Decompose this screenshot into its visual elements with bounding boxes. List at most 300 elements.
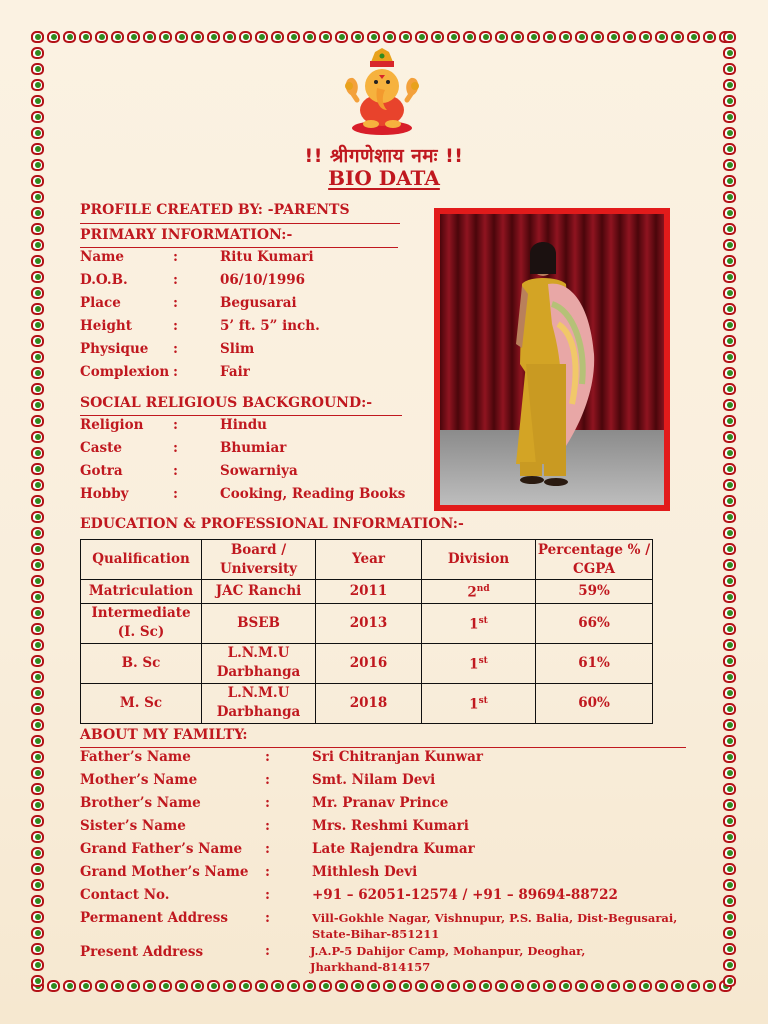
flower-motif-icon — [722, 973, 738, 989]
flower-motif-icon — [238, 978, 254, 994]
primary-info-heading: PRIMARY INFORMATION:- — [80, 227, 293, 243]
flower-motif-icon — [30, 605, 46, 621]
row-separator: : — [173, 318, 178, 334]
row-separator: : — [173, 417, 178, 433]
flower-motif-icon — [174, 29, 190, 45]
flower-motif-icon — [722, 685, 738, 701]
cell-qualification: Matriculation — [81, 580, 202, 604]
address-line-1: Vill-Gokhle Nagar, Vishnupur, P.S. Balia, Dist-Begusarai, — [312, 911, 678, 925]
flower-motif-icon — [478, 978, 494, 994]
row-value: 06/10/1996 — [220, 272, 306, 288]
flower-motif-icon — [574, 29, 590, 45]
cell-board: L.N.M.U Darbhanga — [202, 683, 316, 723]
flower-motif-icon — [722, 413, 738, 429]
flower-motif-icon — [722, 925, 738, 941]
row-label: Present Address — [80, 944, 204, 960]
row-separator: : — [173, 486, 178, 502]
flower-motif-icon — [574, 978, 590, 994]
flower-motif-icon — [654, 29, 670, 45]
flower-motif-icon — [638, 29, 654, 45]
flower-motif-icon — [30, 189, 46, 205]
flower-motif-icon — [302, 978, 318, 994]
flower-motif-icon — [30, 525, 46, 541]
flower-motif-icon — [722, 637, 738, 653]
flower-motif-icon — [30, 509, 46, 525]
division-value: 1 — [469, 616, 479, 633]
address-line-2: Jharkhand-814157 — [310, 960, 431, 974]
flower-motif-icon — [78, 29, 94, 45]
division-value: 2 — [467, 584, 477, 601]
row-separator: : — [173, 272, 178, 288]
flower-motif-icon — [158, 978, 174, 994]
flower-motif-icon — [722, 557, 738, 573]
column-header: Division — [422, 540, 536, 580]
row-separator: : — [265, 749, 270, 765]
decorative-border-top — [30, 29, 738, 45]
row-value: Cooking, Reading Books — [220, 486, 406, 502]
flower-motif-icon — [30, 717, 46, 733]
row-label: Permanent Address — [80, 910, 228, 926]
flower-motif-icon — [222, 29, 238, 45]
flower-motif-icon — [318, 29, 334, 45]
division-suffix: st — [478, 695, 488, 706]
row-value: Late Rajendra Kumar — [312, 841, 475, 857]
flower-motif-icon — [702, 29, 718, 45]
flower-motif-icon — [30, 301, 46, 317]
flower-motif-icon — [30, 429, 46, 445]
cell-division — [422, 643, 536, 683]
flower-motif-icon — [722, 477, 738, 493]
column-header: Percentage % / CGPA — [536, 540, 653, 580]
column-header: Qualification — [81, 540, 202, 580]
division-value: 1 — [469, 696, 479, 713]
flower-motif-icon — [190, 978, 206, 994]
flower-motif-icon — [158, 29, 174, 45]
cell-board: JAC Ranchi — [202, 580, 316, 604]
cell-division — [422, 580, 536, 604]
row-separator: : — [265, 943, 270, 959]
flower-motif-icon — [30, 461, 46, 477]
flower-motif-icon — [126, 29, 142, 45]
flower-motif-icon — [722, 845, 738, 861]
flower-motif-icon — [722, 701, 738, 717]
table-row — [81, 580, 653, 604]
table-row — [81, 643, 653, 683]
row-label: Religion — [80, 417, 144, 433]
flower-motif-icon — [722, 573, 738, 589]
row-separator: : — [173, 463, 178, 479]
flower-motif-icon — [702, 978, 718, 994]
flower-motif-icon — [30, 685, 46, 701]
flower-motif-icon — [30, 877, 46, 893]
table-row — [81, 683, 653, 723]
family-row — [80, 887, 700, 905]
flower-motif-icon — [30, 77, 46, 93]
row-label: Gotra — [80, 463, 123, 479]
flower-motif-icon — [94, 978, 110, 994]
row-separator: : — [173, 364, 178, 380]
flower-motif-icon — [542, 29, 558, 45]
flower-motif-icon — [722, 813, 738, 829]
flower-motif-icon — [722, 189, 738, 205]
contact-number: +91 – 62051-12574 / +91 – 89694-88722 — [312, 887, 618, 903]
flower-motif-icon — [190, 29, 206, 45]
flower-motif-icon — [30, 557, 46, 573]
address-line-1: J.A.P-5 Dahijor Camp, Mohanpur, Deoghar, — [310, 944, 586, 958]
row-label: Mother’s Name — [80, 772, 198, 788]
flower-motif-icon — [430, 29, 446, 45]
education-heading: EDUCATION & PROFESSIONAL INFORMATION:- — [80, 516, 464, 532]
flower-motif-icon — [366, 978, 382, 994]
flower-motif-icon — [238, 29, 254, 45]
flower-motif-icon — [302, 29, 318, 45]
flower-motif-icon — [270, 978, 286, 994]
flower-motif-icon — [722, 653, 738, 669]
flower-motif-icon — [722, 733, 738, 749]
row-separator: : — [265, 887, 270, 903]
divider — [80, 747, 686, 748]
flower-motif-icon — [510, 978, 526, 994]
flower-motif-icon — [30, 365, 46, 381]
flower-motif-icon — [722, 461, 738, 477]
flower-motif-icon — [30, 893, 46, 909]
family-row — [80, 795, 700, 813]
flower-motif-icon — [722, 29, 738, 45]
row-label: Name — [80, 249, 124, 265]
flower-motif-icon — [722, 589, 738, 605]
flower-motif-icon — [30, 541, 46, 557]
flower-motif-icon — [78, 978, 94, 994]
row-separator: : — [265, 910, 270, 926]
flower-motif-icon — [722, 397, 738, 413]
family-row — [80, 818, 700, 836]
flower-motif-icon — [30, 765, 46, 781]
flower-motif-icon — [722, 605, 738, 621]
flower-motif-icon — [722, 717, 738, 733]
flower-motif-icon — [62, 978, 78, 994]
row-value: Begusarai — [220, 295, 297, 311]
flower-motif-icon — [670, 978, 686, 994]
flower-motif-icon — [30, 669, 46, 685]
family-row — [80, 864, 700, 882]
flower-motif-icon — [30, 269, 46, 285]
flower-motif-icon — [414, 29, 430, 45]
row-value: Mr. Pranav Prince — [312, 795, 449, 811]
flower-motif-icon — [722, 525, 738, 541]
row-separator: : — [265, 772, 270, 788]
flower-motif-icon — [30, 413, 46, 429]
ganesha-icon — [341, 48, 423, 136]
cell-division — [422, 603, 536, 643]
flower-motif-icon — [590, 978, 606, 994]
flower-motif-icon — [722, 541, 738, 557]
flower-motif-icon — [478, 29, 494, 45]
flower-motif-icon — [366, 29, 382, 45]
flower-motif-icon — [722, 125, 738, 141]
cell-year: 2016 — [316, 643, 422, 683]
flower-motif-icon — [722, 893, 738, 909]
flower-motif-icon — [398, 978, 414, 994]
flower-motif-icon — [30, 317, 46, 333]
flower-motif-icon — [654, 978, 670, 994]
flower-motif-icon — [510, 29, 526, 45]
education-table — [80, 539, 653, 724]
flower-motif-icon — [722, 221, 738, 237]
social-background-heading: SOCIAL RELIGIOUS BACKGROUND:- — [80, 395, 373, 411]
row-value: Hindu — [220, 417, 267, 433]
flower-motif-icon — [462, 29, 478, 45]
profile-photo — [440, 214, 664, 505]
row-value: Smt. Nilam Devi — [312, 772, 436, 788]
flower-motif-icon — [30, 93, 46, 109]
flower-motif-icon — [638, 978, 654, 994]
flower-motif-icon — [622, 978, 638, 994]
row-label: Height — [80, 318, 132, 334]
flower-motif-icon — [722, 253, 738, 269]
row-value: 5’ ft. 5” inch. — [220, 318, 320, 334]
family-row — [80, 749, 700, 767]
flower-motif-icon — [110, 978, 126, 994]
row-label: Physique — [80, 341, 149, 357]
row-value: Bhumiar — [220, 440, 287, 456]
flower-motif-icon — [722, 957, 738, 973]
flower-motif-icon — [30, 829, 46, 845]
cell-qualification: Intermediate (I. Sc) — [81, 603, 202, 643]
flower-motif-icon — [722, 365, 738, 381]
flower-motif-icon — [30, 29, 46, 45]
row-separator: : — [173, 341, 178, 357]
flower-motif-icon — [722, 765, 738, 781]
division-suffix: st — [478, 655, 488, 666]
row-label: Place — [80, 295, 121, 311]
flower-motif-icon — [494, 29, 510, 45]
row-separator: : — [265, 795, 270, 811]
divider — [80, 247, 398, 248]
flower-motif-icon — [30, 973, 46, 989]
flower-motif-icon — [46, 978, 62, 994]
flower-motif-icon — [622, 29, 638, 45]
family-row — [80, 841, 700, 859]
flower-motif-icon — [542, 978, 558, 994]
flower-motif-icon — [334, 29, 350, 45]
flower-motif-icon — [286, 978, 302, 994]
flower-motif-icon — [722, 781, 738, 797]
flower-motif-icon — [398, 29, 414, 45]
flower-motif-icon — [30, 957, 46, 973]
flower-motif-icon — [722, 429, 738, 445]
flower-motif-icon — [30, 701, 46, 717]
row-separator: : — [265, 864, 270, 880]
flower-motif-icon — [722, 877, 738, 893]
flower-motif-icon — [30, 797, 46, 813]
flower-motif-icon — [446, 29, 462, 45]
flower-motif-icon — [686, 978, 702, 994]
row-separator: : — [173, 249, 178, 265]
flower-motif-icon — [722, 269, 738, 285]
row-label: Grand Father’s Name — [80, 841, 243, 857]
column-header: Board / University — [202, 540, 316, 580]
cell-percentage: 60% — [536, 683, 653, 723]
flower-motif-icon — [30, 749, 46, 765]
row-value: Mithlesh Devi — [312, 864, 418, 880]
flower-motif-icon — [526, 978, 542, 994]
flower-motif-icon — [30, 221, 46, 237]
cell-percentage: 59% — [536, 580, 653, 604]
flower-motif-icon — [30, 45, 46, 61]
table-header-row — [81, 540, 653, 580]
flower-motif-icon — [222, 978, 238, 994]
row-separator: : — [265, 841, 270, 857]
flower-motif-icon — [494, 978, 510, 994]
flower-motif-icon — [142, 978, 158, 994]
flower-motif-icon — [30, 941, 46, 957]
decorative-border-bottom — [30, 978, 738, 994]
family-row — [80, 772, 700, 790]
flower-motif-icon — [722, 797, 738, 813]
flower-motif-icon — [30, 733, 46, 749]
flower-motif-icon — [722, 237, 738, 253]
divider — [80, 415, 402, 416]
flower-motif-icon — [722, 861, 738, 877]
row-value: Slim — [220, 341, 255, 357]
flower-motif-icon — [722, 205, 738, 221]
flower-motif-icon — [722, 493, 738, 509]
flower-motif-icon — [30, 621, 46, 637]
profile-created-by: PROFILE CREATED BY: -PARENTS — [80, 202, 350, 218]
flower-motif-icon — [722, 333, 738, 349]
flower-motif-icon — [722, 509, 738, 525]
flower-motif-icon — [350, 29, 366, 45]
flower-motif-icon — [722, 45, 738, 61]
cell-percentage: 66% — [536, 603, 653, 643]
division-suffix: st — [478, 615, 488, 626]
row-label: Caste — [80, 440, 122, 456]
page-title: BIO DATA — [328, 166, 440, 190]
flower-motif-icon — [46, 29, 62, 45]
flower-motif-icon — [722, 77, 738, 93]
flower-motif-icon — [722, 381, 738, 397]
flower-motif-icon — [62, 29, 78, 45]
flower-motif-icon — [722, 61, 738, 77]
row-label: Hobby — [80, 486, 129, 502]
flower-motif-icon — [30, 493, 46, 509]
row-value: Mrs. Reshmi Kumari — [312, 818, 469, 834]
cell-percentage: 61% — [536, 643, 653, 683]
flower-motif-icon — [670, 29, 686, 45]
flower-motif-icon — [590, 29, 606, 45]
flower-motif-icon — [722, 941, 738, 957]
flower-motif-icon — [30, 109, 46, 125]
flower-motif-icon — [206, 978, 222, 994]
division-suffix: nd — [476, 584, 490, 594]
address-line-2: State-Bihar-851211 — [312, 927, 440, 941]
flower-motif-icon — [414, 978, 430, 994]
table-row — [81, 603, 653, 643]
flower-motif-icon — [722, 285, 738, 301]
flower-motif-icon — [254, 978, 270, 994]
flower-motif-icon — [722, 317, 738, 333]
cell-qualification: B. Sc — [81, 643, 202, 683]
cell-year: 2013 — [316, 603, 422, 643]
flower-motif-icon — [722, 829, 738, 845]
row-label: Brother’s Name — [80, 795, 201, 811]
flower-motif-icon — [30, 349, 46, 365]
row-separator: : — [265, 818, 270, 834]
row-label: Contact No. — [80, 887, 170, 903]
flower-motif-icon — [30, 589, 46, 605]
flower-motif-icon — [446, 978, 462, 994]
row-separator: : — [173, 440, 178, 456]
flower-motif-icon — [382, 978, 398, 994]
cell-year: 2018 — [316, 683, 422, 723]
flower-motif-icon — [30, 781, 46, 797]
flower-motif-icon — [334, 978, 350, 994]
flower-motif-icon — [30, 845, 46, 861]
family-row — [80, 910, 700, 944]
cell-division — [422, 683, 536, 723]
row-label: Grand Mother’s Name — [80, 864, 249, 880]
family-heading: ABOUT MY FAMILTY: — [80, 727, 248, 743]
flower-motif-icon — [94, 29, 110, 45]
flower-motif-icon — [722, 301, 738, 317]
divider — [80, 223, 400, 224]
flower-motif-icon — [30, 637, 46, 653]
flower-motif-icon — [30, 653, 46, 669]
row-separator: : — [173, 295, 178, 311]
flower-motif-icon — [382, 29, 398, 45]
flower-motif-icon — [722, 445, 738, 461]
family-row — [80, 943, 700, 977]
flower-motif-icon — [722, 909, 738, 925]
flower-motif-icon — [30, 861, 46, 877]
cell-board: BSEB — [202, 603, 316, 643]
flower-motif-icon — [526, 29, 542, 45]
column-header: Year — [316, 540, 422, 580]
flower-motif-icon — [722, 669, 738, 685]
flower-motif-icon — [722, 109, 738, 125]
row-value: Sowarniya — [220, 463, 298, 479]
flower-motif-icon — [30, 205, 46, 221]
row-label: Sister’s Name — [80, 818, 186, 834]
flower-motif-icon — [30, 397, 46, 413]
flower-motif-icon — [318, 978, 334, 994]
flower-motif-icon — [30, 813, 46, 829]
row-value: Sri Chitranjan Kunwar — [312, 749, 483, 765]
flower-motif-icon — [174, 978, 190, 994]
row-label: Complexion — [80, 364, 170, 380]
invocation-title: !! श्रीगणेशाय नमः !! — [304, 145, 464, 167]
flower-motif-icon — [142, 29, 158, 45]
flower-motif-icon — [286, 29, 302, 45]
flower-motif-icon — [722, 349, 738, 365]
flower-motif-icon — [206, 29, 222, 45]
cell-year: 2011 — [316, 580, 422, 604]
flower-motif-icon — [722, 749, 738, 765]
division-value: 1 — [469, 656, 479, 673]
flower-motif-icon — [270, 29, 286, 45]
flower-motif-icon — [430, 978, 446, 994]
flower-motif-icon — [30, 445, 46, 461]
flower-motif-icon — [558, 978, 574, 994]
flower-motif-icon — [686, 29, 702, 45]
flower-motif-icon — [606, 978, 622, 994]
row-value: Fair — [220, 364, 250, 380]
flower-motif-icon — [722, 621, 738, 637]
profile-photo-frame — [434, 208, 670, 511]
flower-motif-icon — [30, 61, 46, 77]
flower-motif-icon — [30, 925, 46, 941]
row-label: D.O.B. — [80, 272, 128, 288]
